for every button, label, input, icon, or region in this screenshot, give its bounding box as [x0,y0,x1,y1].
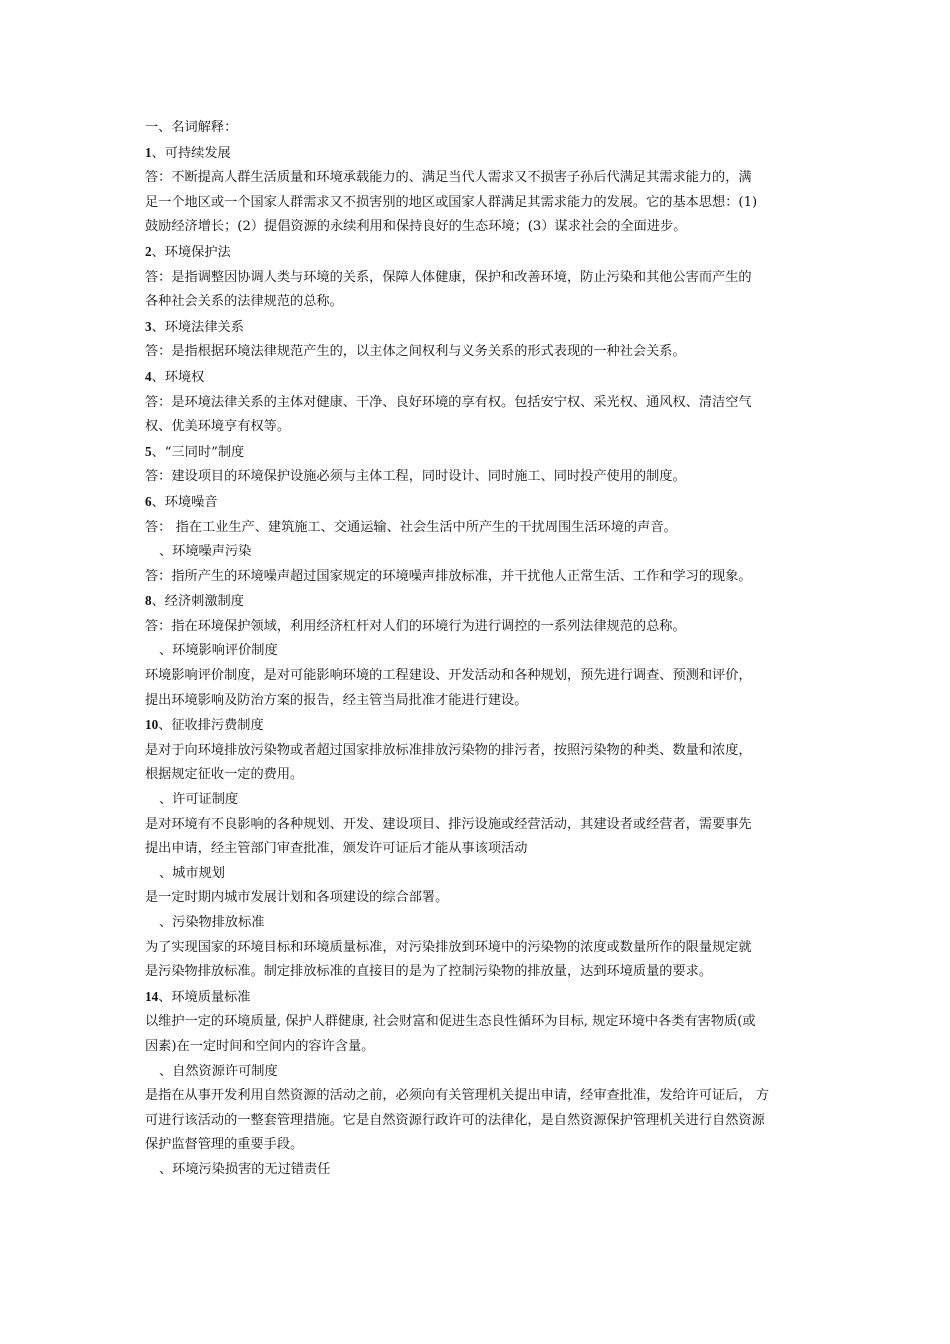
entry-title: 、“三同时”制度 [151,444,245,460]
entry-body-line: 以维护一定的环境质量, 保护人群健康, 社会财富和促进生态良性循环为目标, 规定环境中各类有害物质(或 [145,1014,756,1030]
entry-heading [145,365,810,391]
entry-body-line: 是对于向环境排放污染物或者超过国家排放标准排放污染物的排污者，按照污染物的种类、数量和浓度， [145,742,752,758]
entry-body-line: 是对环境有不良影响的各种规划、开发、建设项目、排污设施或经营活动，其建设者或经营者，需要事先 [145,816,752,832]
entry-title: 、环境法律关系 [151,319,244,335]
entry-heading [145,440,810,466]
entry-body-line: 答：是指调整因协调人类与环境的关系，保障人体健康，保护和改善环境，防止污染和其他公害而产生的 [145,269,752,285]
entry-title: 、污染物排放标准 [159,915,265,930]
entry-body-line: 答：是环境法律关系的主体对健康、干净、良好环境的享有权。包括安宁权、采光权、通风权、清洁空气 [145,394,752,410]
entry-heading [145,639,810,664]
entry-number: 14 [145,988,159,1004]
entry-body-line: 各种社会关系的法律规范的总称。 [145,294,343,310]
entry-number: 6 [145,493,152,509]
entry-body-line: 答：是指根据环境法律规范产生的，以主体之间权利与义务关系的形式表现的一种社会关系。 [145,344,686,360]
entry-number: 5 [145,443,152,459]
entry-body-line: 答：指所产生的环境噪声超过国家规定的环境噪声排放标准，并干扰他人正常生活、工作和学习的现象。 [145,568,752,584]
entry-heading [145,1060,810,1085]
entry-body-line: 答：建设项目的环境保护设施必须与主体工程，同时设计、同时施工、同时投产使用的制度。 [145,469,686,485]
entries-list [145,141,810,1183]
entry-number: 1 [145,144,152,160]
entry-heading [145,540,810,565]
entry-body-line: 是污染物排放标准。制定排放标准的直接目的是为了控制污染物的排放量，达到环境质量的要求。 [145,964,713,980]
entry-number: 4 [145,368,152,384]
entry-title: 、环境噪音 [151,494,218,510]
entry-body-line: 环境影响评价制度，是对可能影响环境的工程建设、开发活动和各种规划，预先进行调查、预测和评价， [145,668,752,684]
entry-body-line: 鼓励经济增长；(2）提倡资源的永续利用和保持良好的生态环境；(3）谋求社会的全面进步。 [145,219,687,235]
section-title: 一、名词解释： [145,120,238,135]
entry-title: 、环境权 [151,369,205,385]
entry-title: 、自然资源许可制度 [159,1063,278,1079]
entry-heading [145,911,810,936]
entry-number: 2 [145,243,152,259]
entry-heading [145,1158,810,1183]
entry-heading [145,985,810,1011]
entry-body-line: 提出申请，经主管部门审查批准，颁发许可证后才能从事该项活动 [145,841,528,857]
entry-heading [145,788,810,813]
entry-number: 8 [145,593,152,609]
entry-title: 、可持续发展 [151,145,231,161]
entry-heading [145,713,810,739]
document-page [145,116,810,1183]
entry-body-line: 是一定时期内城市发展计划和各项建设的综合部署。 [145,890,449,906]
entry-body-line: 权、优美环境亨有权等。 [145,419,291,435]
entry-title: 、环境质量标准 [158,989,251,1005]
entry-body-line: 因素)在一定时间和空间内的容许含量。 [145,1038,375,1054]
entry-body-line: 答：不断提高人群生活质量和环境承载能力的、满足当代人需求又不损害子孙后代满足其需求能力的，满 [145,170,752,186]
entry-body-line: 根据规定征收一定的费用。 [145,767,304,783]
entry-heading [145,490,810,516]
entry-title: 、环境噪声污染 [159,544,252,560]
entry-heading [145,315,810,341]
entry-title: 、经济刺激制度 [151,594,244,610]
entry-body-line: 提出环境影响及防治方案的报告，经主管当局批准才能进行建设。 [145,692,528,708]
entry-body-line: 答：指在环境保护领域，利用经济杠杆对人们的环境行为进行调控的一系列法律规范的总称。 [145,618,686,634]
entry-heading [145,240,810,266]
entry-title: 、环境污染损害的无过错责任 [159,1161,331,1177]
entry-body-line: 答： 指在工业生产、建筑施工、交通运输、社会生活中所产生的干扰周围生活环境的声音。 [145,519,677,535]
entry-title: 、征收排污费制度 [158,718,264,734]
entry-body-line: 保护监督管理的重要手段。 [145,1137,304,1153]
entry-title: 、许可证制度 [159,792,239,808]
entry-number: 10 [145,717,159,733]
entry-heading [145,589,810,615]
entry-number: 3 [145,318,152,334]
entry-title: 、环境影响评价制度 [159,643,278,659]
entry-body-line: 足一个地区或一个国家人群需求又不损害别的地区或国家人群满足其需求能力的发展。它的基本思想：(1) [145,194,758,210]
entry-title: 、环境保护法 [151,244,231,260]
entry-heading [145,862,810,887]
entry-heading [145,141,810,167]
entry-body-line: 为了实现国家的环境目标和环境质量标准，对污染排放到环境中的污染物的浓度或数量所作的限量规定就 [145,939,752,955]
entry-title: 、城市规划 [159,865,225,881]
entry-body-line: 可进行该活动的一整套管理措施。它是自然资源行政许可的法律化，是自然资源保护管理机关进行自然资源 [145,1112,765,1128]
entry-body-line: 是指在从事开发利用自然资源的活动之前，必须向有关管理机关提出申请，经审查批准，发给许可证后， 方 [145,1088,770,1104]
